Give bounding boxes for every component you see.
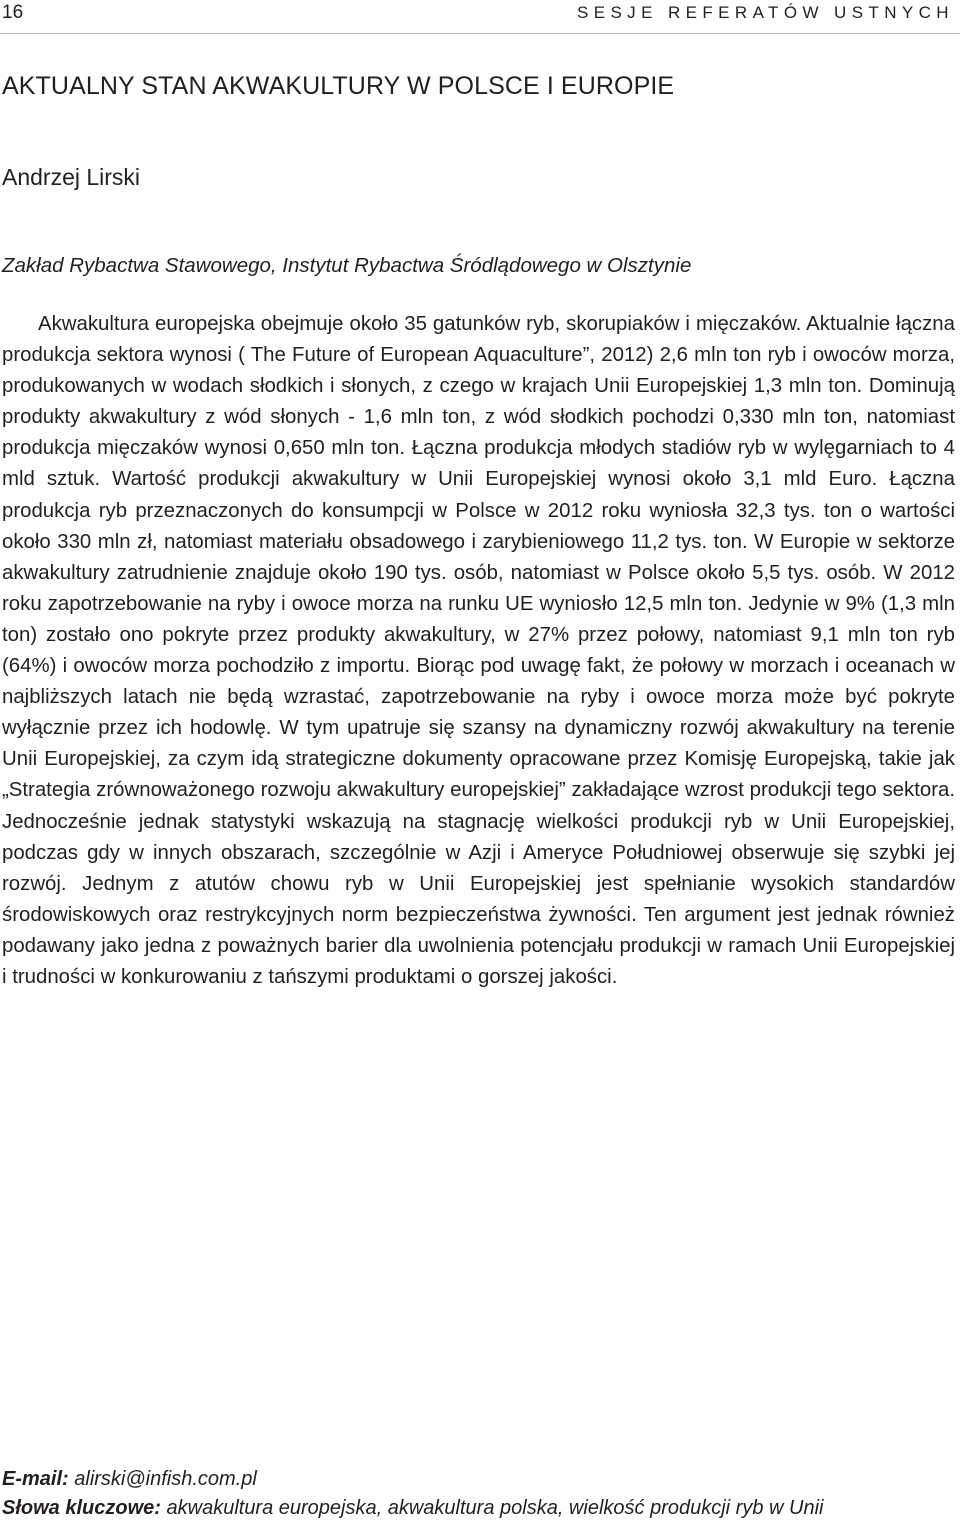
keywords-text: akwakultura europejska, akwakultura polska, wielkość produkcji ryb w Unii [166,1497,824,1519]
author-affiliation: Zakład Rybactwa Stawowego, Instytut Rybactwa Śródlądowego w Olsztynie [2,254,692,277]
page-number: 16 [2,2,24,23]
author-name: Andrzej Lirski [2,164,141,190]
email-label: E-mail: [2,1468,69,1490]
abstract-text: Akwakultura europejska obejmuje około 35 gatunków ryb, skorupiaków i mięczaków. Aktualnie łączna produkcja sektora wynosi ( The Future of European Aquaculture”, 2012) 2,6 mln ton ryb i owoców morza, produkowanych w wodach słodkich i słonych, z czego w krajach Unii Europejskiej 1,3 mln ton. Dominują produkty akwakultury z wód słonych - 1,6 mln ton, z wód słodkich pochodzi 0,330 mln ton, natomiast produkcja mięczaków wynosi 0,650 mln ton. Łączna produkcja młodych stadiów ryb w wylęgarniach to 4 mld sztuk. Wartość produkcji akwakultury w Unii Europejskiej wynosi około 3,1 mld Euro. Łączna produkcja ryb przeznaczonych do konsumpcji w Polsce w 2012 roku wyniosła 32,3 tys. ton o wartości około 330 mln zł, natomiast materiału obsadowego i zarybieniowego 11,2 tys. ton. W Europie w sektorze akwakultury zatrudnienie znajduje około 190 tys. osób, natomiast w Polsce około 5,5 tys. osób. W 2012 roku zapotrzebowanie na ryby i owoce morza na runku UE wyniosło 12,5 mln ton. Jedynie w 9% (1,3 mln ton) zostało ono pokryte przez produkty akwakultury, w 27% przez połowy, natomiast 9,1 mln ton ryb (64%) i owoców morza pochodziło z importu. Biorąc pod uwagę fakt, że połowy w morzach i oceanach w najbliższych latach nie będą wzrastać, zapotrzebowanie na ryby i owoce morza może być pokryte wyłącznie przez ich hodowlę. W tym upatruje się szansy na dynamiczny rozwój akwakultury na terenie Unii Europejskiej, za czym idą strategiczne dokumenty opracowane przez Komisję Europejską, takie jak „Strategia zrównoważonego rozwoju akwakultury europejskiej” zakładające wzrost produkcji tego sektora. Jednocześnie jednak statystyki wskazują na stagnację wielkości produkcji ryb w Unii Europejskiej, podczas gdy w innych obszarach, szczególnie w Azji i Ameryce Południowej obserwuje się szybki jej rozwój. Jednym z atutów chowu ryb w Unii Europejskiej jest spełnianie wysokich standardów środowiskowych oraz restrykcyjnych norm bezpieczeństwa żywności. Ten argument jest jednak również podawany jako jedna z poważnych barier dla uwolnienia potencjału produkcji w ramach Unii Europejskiej i trudności w konkurowaniu z tańszymi produktami o gorszej jakości. [2,313,955,988]
email-link[interactable]: alirski@infish.com.pl [74,1468,257,1490]
keywords-line [2,1494,957,1523]
article-footer [2,1465,957,1523]
article-title: AKTUALNY STAN AKWAKULTURY W POLSCE I EUROPIE [2,72,675,100]
keywords-label: Słowa kluczowe: [2,1497,161,1519]
page-header [0,0,960,34]
running-head: SESJE REFERATÓW USTNYCH [576,3,954,22]
email-line [2,1465,957,1494]
